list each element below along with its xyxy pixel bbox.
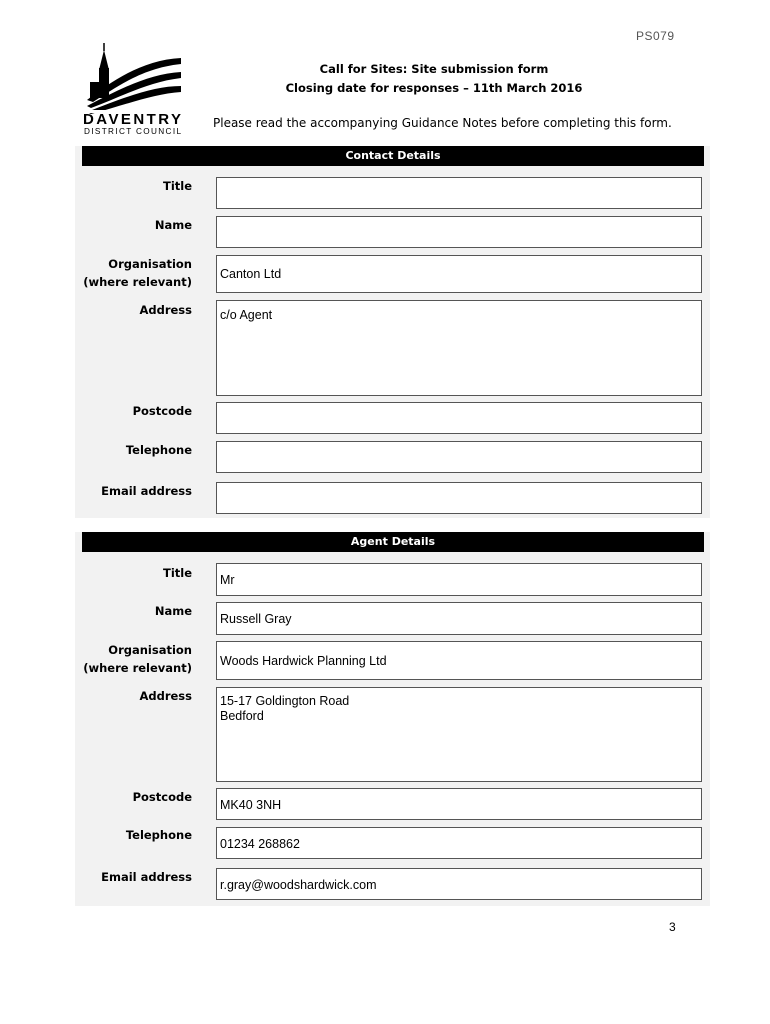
- contact-name-field[interactable]: [216, 216, 702, 248]
- contact-name-label: Name: [154, 218, 192, 232]
- agent-name-label: Name: [154, 604, 192, 618]
- agent-postcode-field[interactable]: MK40 3NH: [216, 788, 702, 820]
- agent-email-label: Email address: [101, 870, 192, 884]
- agent-email-field[interactable]: r.gray@woodshardwick.com: [216, 868, 702, 900]
- contact-address-label: Address: [139, 303, 192, 317]
- logo-text-daventry: DAVENTRY: [83, 111, 181, 128]
- agent-name-field[interactable]: Russell Gray: [216, 602, 702, 635]
- intro-text: Please read the accompanying Guidance Notes before completing this form.: [213, 116, 672, 130]
- agent-organisation-label: Organisation (where relevant): [83, 643, 192, 675]
- contact-details-heading: Contact Details: [82, 146, 704, 166]
- agent-telephone-field[interactable]: 01234 268862: [216, 827, 702, 859]
- form-title: Call for Sites: Site submission form: [319, 62, 549, 76]
- agent-postcode-label: Postcode: [132, 790, 192, 804]
- contact-organisation-label: Organisation (where relevant): [83, 257, 192, 289]
- agent-details-heading: Agent Details: [82, 532, 704, 552]
- agent-address-label: Address: [139, 689, 192, 703]
- logo-text-council: DISTRICT COUNCIL: [84, 127, 181, 136]
- agent-organisation-field[interactable]: Woods Hardwick Planning Ltd: [216, 641, 702, 680]
- agent-title-field[interactable]: Mr: [216, 563, 702, 596]
- agent-details-section: [75, 532, 710, 906]
- contact-postcode-field[interactable]: [216, 402, 702, 434]
- agent-title-label: Title: [162, 566, 192, 580]
- contact-email-label: Email address: [101, 484, 192, 498]
- contact-title-label: Title: [162, 179, 192, 193]
- contact-details-section: [75, 146, 710, 518]
- contact-organisation-field[interactable]: Canton Ltd: [216, 255, 702, 293]
- contact-email-field[interactable]: [216, 482, 702, 514]
- agent-telephone-label: Telephone: [125, 828, 192, 842]
- contact-telephone-field[interactable]: [216, 441, 702, 473]
- document-reference: PS079: [636, 29, 675, 43]
- contact-postcode-label: Postcode: [132, 404, 192, 418]
- agent-address-field[interactable]: 15-17 Goldington Road Bedford: [216, 687, 702, 782]
- daventry-district-council-logo: [83, 40, 183, 136]
- contact-title-field[interactable]: [216, 177, 702, 209]
- closing-date: Closing date for responses – 11th March 2016: [285, 81, 583, 95]
- page-number: 3: [669, 920, 676, 934]
- contact-address-field[interactable]: c/o Agent: [216, 300, 702, 396]
- contact-telephone-label: Telephone: [125, 443, 192, 457]
